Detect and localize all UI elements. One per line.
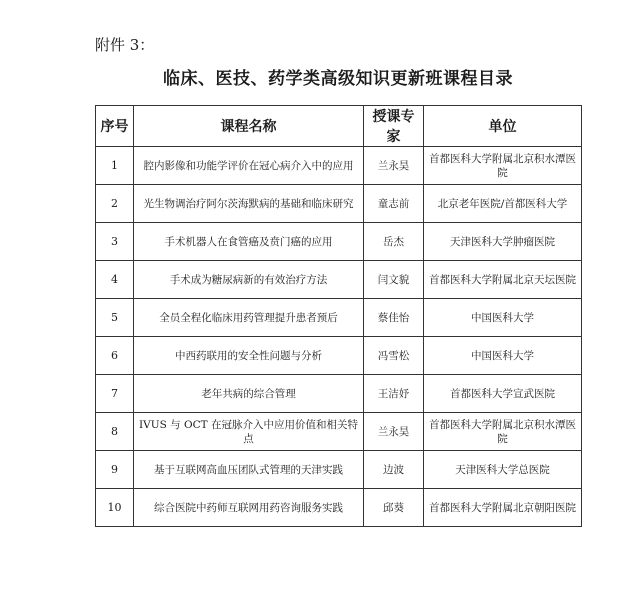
table-row bbox=[96, 261, 582, 299]
row-expert: 童志前 bbox=[364, 185, 424, 223]
row-course: 老年共病的综合管理 bbox=[134, 375, 364, 413]
row-no: 1 bbox=[96, 147, 134, 185]
row-expert: 边波 bbox=[364, 451, 424, 489]
table-row bbox=[96, 337, 582, 375]
table-row bbox=[96, 375, 582, 413]
row-course: 综合医院中药师互联网用药咨询服务实践 bbox=[134, 489, 364, 527]
row-course: 中西药联用的安全性问题与分析 bbox=[134, 337, 364, 375]
row-course: 手术成为糖尿病新的有效治疗方法 bbox=[134, 261, 364, 299]
row-expert: 冯雪松 bbox=[364, 337, 424, 375]
row-course: IVUS 与 OCT 在冠脉介入中应用价值和相关特点 bbox=[134, 413, 364, 451]
row-no: 5 bbox=[96, 299, 134, 337]
row-unit: 中国医科大学 bbox=[424, 337, 582, 375]
row-no: 6 bbox=[96, 337, 134, 375]
header-no: 序号 bbox=[96, 106, 134, 147]
row-expert: 岳杰 bbox=[364, 223, 424, 261]
row-unit: 北京老年医院/首都医科大学 bbox=[424, 185, 582, 223]
row-no: 3 bbox=[96, 223, 134, 261]
course-table bbox=[95, 105, 582, 527]
row-expert: 兰永昊 bbox=[364, 147, 424, 185]
row-unit: 天津医科大学肿瘤医院 bbox=[424, 223, 582, 261]
row-unit: 首都医科大学附属北京朝阳医院 bbox=[424, 489, 582, 527]
row-unit: 首都医科大学附属北京天坛医院 bbox=[424, 261, 582, 299]
row-unit: 首都医科大学宣武医院 bbox=[424, 375, 582, 413]
row-no: 4 bbox=[96, 261, 134, 299]
row-expert: 兰永昊 bbox=[364, 413, 424, 451]
table-row bbox=[96, 147, 582, 185]
row-course: 光生物调治疗阿尔茨海默病的基础和临床研究 bbox=[134, 185, 364, 223]
row-unit: 首都医科大学附属北京积水潭医院 bbox=[424, 413, 582, 451]
table-header-row bbox=[96, 106, 582, 147]
row-expert: 王洁妤 bbox=[364, 375, 424, 413]
header-course: 课程名称 bbox=[134, 106, 364, 147]
table-row bbox=[96, 489, 582, 527]
table-row bbox=[96, 299, 582, 337]
row-unit: 天津医科大学总医院 bbox=[424, 451, 582, 489]
row-expert: 闫文貌 bbox=[364, 261, 424, 299]
row-unit: 中国医科大学 bbox=[424, 299, 582, 337]
row-no: 10 bbox=[96, 489, 134, 527]
row-no: 8 bbox=[96, 413, 134, 451]
header-expert: 授课专家 bbox=[364, 106, 424, 147]
row-course: 手术机器人在食管癌及贲门癌的应用 bbox=[134, 223, 364, 261]
table-row bbox=[96, 223, 582, 261]
row-no: 2 bbox=[96, 185, 134, 223]
row-course: 基于互联网高血压团队式管理的天津实践 bbox=[134, 451, 364, 489]
row-course: 腔内影像和功能学评价在冠心病介入中的应用 bbox=[134, 147, 364, 185]
table-row bbox=[96, 413, 582, 451]
attachment-label: 附件 3： bbox=[95, 36, 155, 54]
table-row bbox=[96, 451, 582, 489]
row-unit: 首都医科大学附属北京积水潭医院 bbox=[424, 147, 582, 185]
table-row bbox=[96, 185, 582, 223]
row-no: 7 bbox=[96, 375, 134, 413]
header-unit: 单位 bbox=[424, 106, 582, 147]
row-no: 9 bbox=[96, 451, 134, 489]
row-expert: 邱葵 bbox=[364, 489, 424, 527]
row-expert: 蔡佳怡 bbox=[364, 299, 424, 337]
row-course: 全员全程化临床用药管理提升患者预后 bbox=[134, 299, 364, 337]
page-title: 临床、医技、药学类高级知识更新班课程目录 bbox=[163, 69, 513, 89]
